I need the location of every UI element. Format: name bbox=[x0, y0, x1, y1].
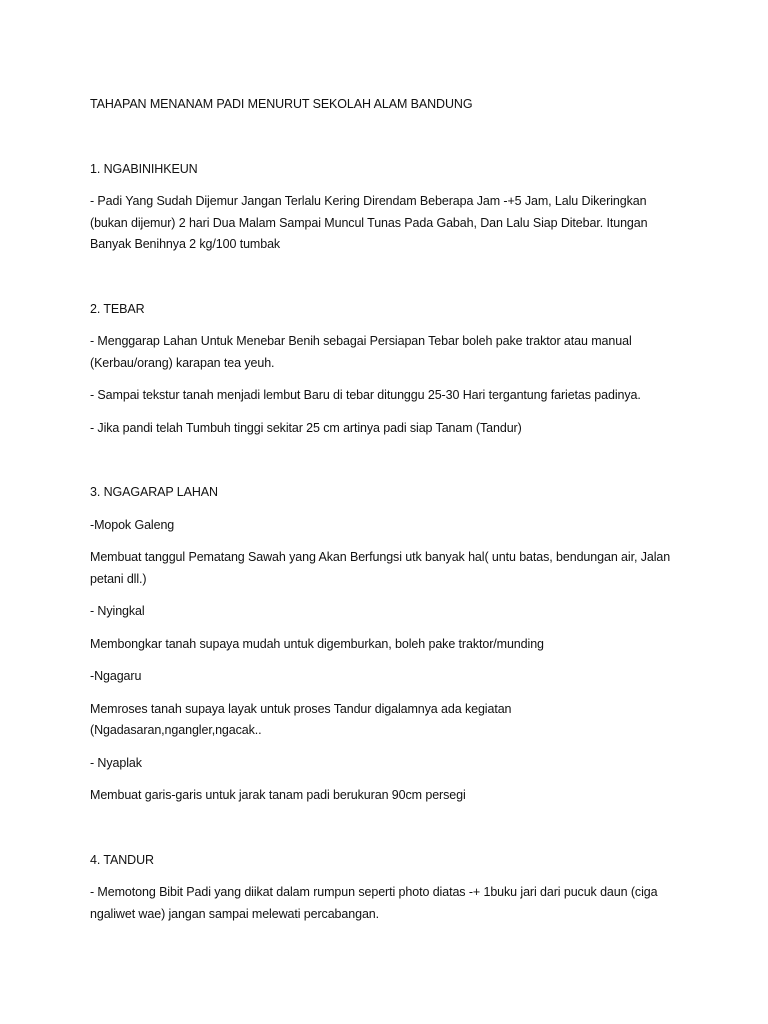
paragraph: - Sampai tekstur tanah menjadi lembut Baru di tebar ditunggu 25-30 Hari tergantung farietas padinya. bbox=[90, 388, 641, 402]
section-heading: 3. NGAGARAP LAHAN bbox=[90, 485, 218, 499]
document-title: TAHAPAN MENANAM PADI MENURUT SEKOLAH ALAM BANDUNG bbox=[90, 97, 473, 111]
paragraph: -Ngagaru bbox=[90, 669, 142, 683]
document-body bbox=[90, 94, 680, 936]
section-heading: 1. NGABINIHKEUN bbox=[90, 161, 198, 176]
paragraph: Membuat garis-garis untuk jarak tanam padi berukuran 90cm persegi bbox=[90, 788, 466, 802]
section-heading: 2. TEBAR bbox=[90, 301, 145, 316]
paragraph: - Nyingkal bbox=[90, 604, 145, 618]
paragraph: - Jika pandi telah Tumbuh tinggi sekitar 25 cm artinya padi siap Tanam (Tandur) bbox=[90, 420, 522, 435]
paragraph: Memroses tanah supaya layak untuk proses Tandur digalamnya ada kegiatan (Ngadasaran,ngangler,ngacak.. bbox=[90, 701, 512, 737]
paragraph: - Padi Yang Sudah Dijemur Jangan Terlalu Kering Direndam Beberapa Jam -+5 Jam, Lalu Dikeringkan (bukan dijemur) 2 hari Dua Malam Sampai Muncul Tunas Pada Gabah, Dan Lalu Siap Ditebar. Itungan Banyak Benihnya 2 kg/100 tumbak bbox=[90, 194, 648, 251]
paragraph: - Nyaplak bbox=[90, 755, 142, 770]
paragraph: - Memotong Bibit Padi yang diikat dalam rumpun seperti photo diatas -+ 1buku jari dari pucuk daun (ciga ngaliwet wae) jangan sampai melewati percabangan. bbox=[90, 885, 658, 921]
paragraph: -Mopok Galeng bbox=[90, 517, 175, 532]
paragraph: Membongkar tanah supaya mudah untuk digemburkan, boleh pake traktor/munding bbox=[90, 636, 544, 651]
section-heading: 4. TANDUR bbox=[90, 852, 154, 867]
paragraph: Membuat tanggul Pematang Sawah yang Akan Berfungsi utk banyak hal( untu batas, bendungan air, Jalan petani dll.) bbox=[90, 550, 671, 586]
paragraph: - Menggarap Lahan Untuk Menebar Benih sebagai Persiapan Tebar boleh pake traktor atau manual (Kerbau/orang) karapan tea yeuh. bbox=[90, 334, 632, 370]
